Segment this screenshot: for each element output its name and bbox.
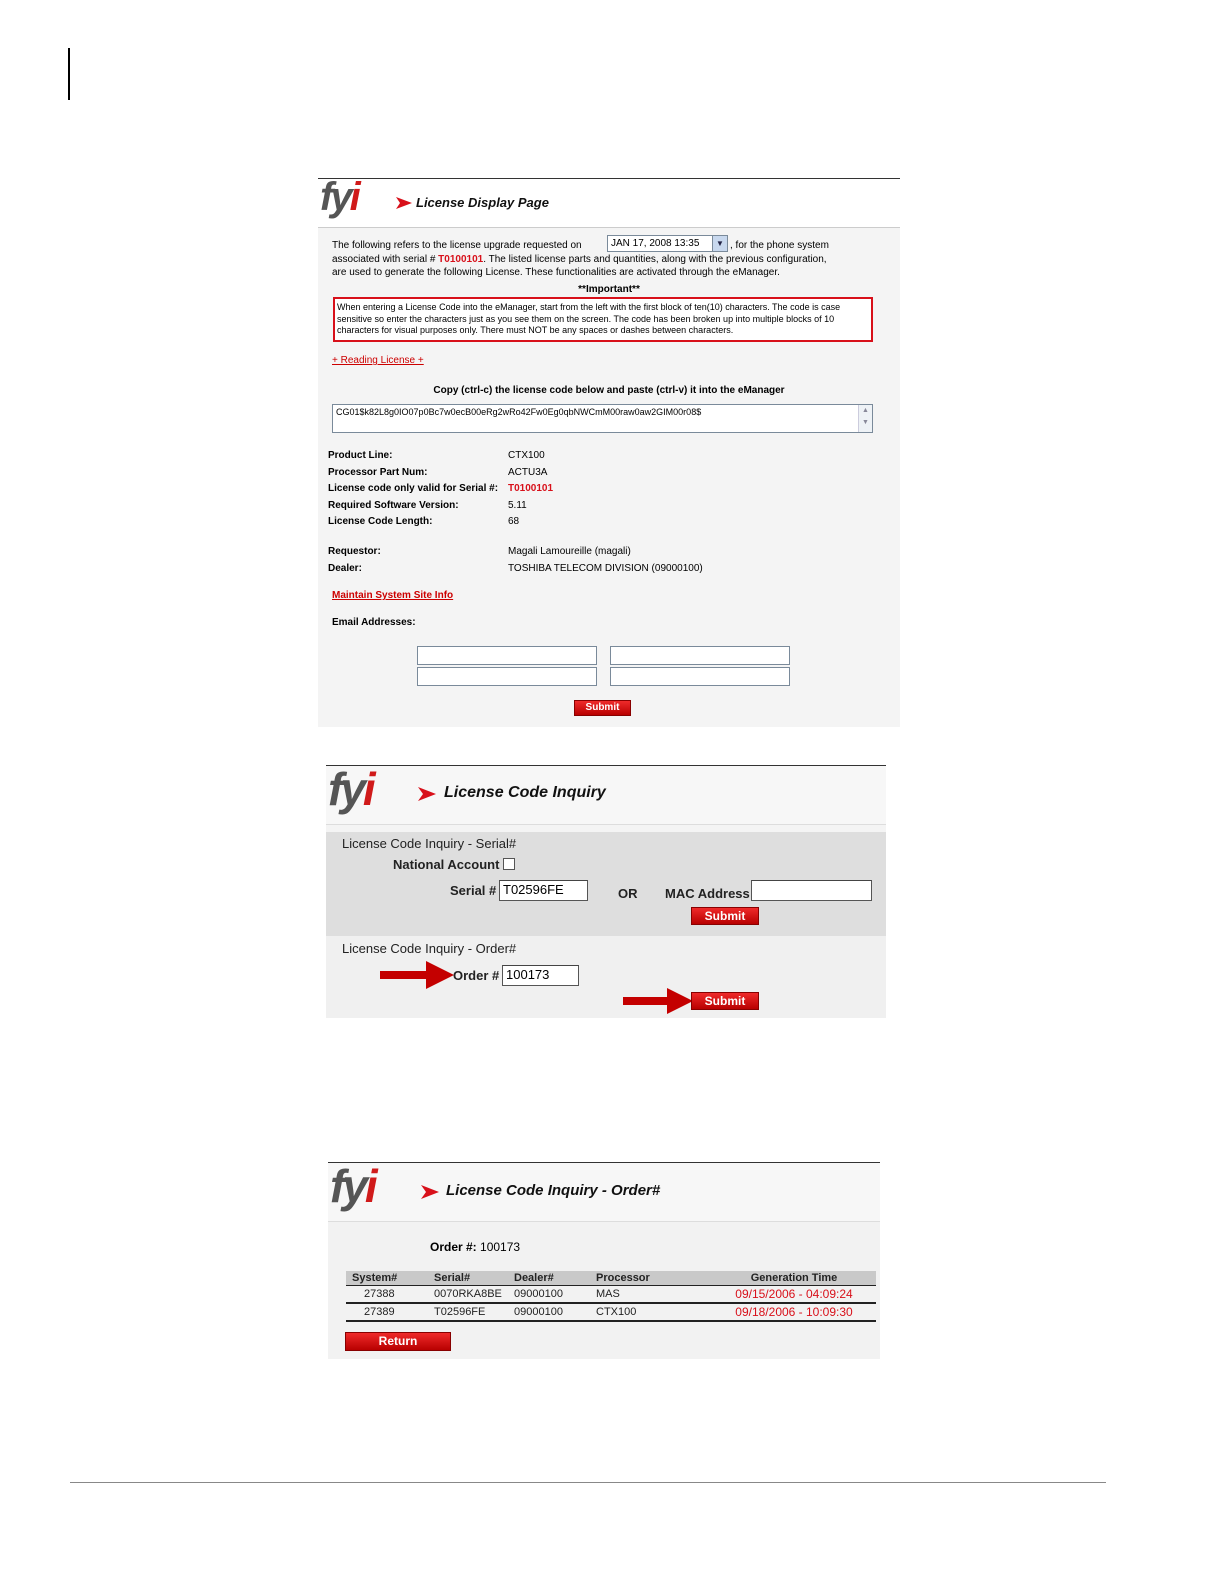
product-line-label: Product Line:: [328, 450, 393, 461]
order-label: Order #: [453, 968, 500, 983]
scrollbar[interactable]: [858, 405, 872, 432]
software-version-label: Required Software Version:: [328, 500, 459, 511]
red-arrow-icon: [421, 1185, 439, 1199]
results-table: [346, 1271, 876, 1322]
scroll-up-icon[interactable]: ▲: [862, 407, 869, 414]
order-number: Order #: 100173: [430, 1240, 521, 1254]
serial-section-heading: License Code Inquiry - Serial#: [342, 836, 517, 851]
fyi-logo: fyi: [320, 178, 358, 219]
dealer-cell: 09000100: [508, 1303, 590, 1321]
page-header: [328, 1163, 880, 1222]
email-field-3[interactable]: [417, 667, 597, 686]
serial-input[interactable]: T02596FE: [499, 880, 588, 901]
license-inquiry-screenshot: [326, 765, 886, 1018]
generation-time-link[interactable]: 09/18/2006 - 10:09:30: [712, 1303, 876, 1321]
submit-order-button[interactable]: Submit: [691, 992, 759, 1010]
important-heading: **Important**: [578, 284, 640, 295]
footer-rule: [70, 1482, 1106, 1483]
requestor-label: Requestor:: [328, 546, 381, 557]
dealer-value: TOSHIBA TELECOM DIVISION (09000100): [508, 563, 703, 574]
serial-cell: T02596FE: [428, 1303, 508, 1321]
email-field-2[interactable]: [610, 646, 790, 665]
return-button[interactable]: Return: [345, 1332, 451, 1351]
mac-address-input[interactable]: [751, 880, 872, 901]
intro-line-3: are used to generate the following License. These functionalities are activated through the eManager.: [332, 267, 780, 278]
valid-serial-value: T0100101: [508, 483, 554, 494]
order-input[interactable]: 100173: [502, 965, 579, 986]
scroll-down-icon[interactable]: ▼: [862, 419, 869, 426]
submit-button[interactable]: Submit: [574, 700, 631, 716]
page-title: License Display Page: [416, 195, 549, 210]
column-header: Dealer#: [508, 1271, 590, 1286]
submit-serial-button[interactable]: Submit: [691, 907, 759, 925]
or-label: OR: [618, 886, 638, 901]
maintain-site-info-link[interactable]: Maintain System Site Info: [332, 590, 454, 601]
email-field-4[interactable]: [610, 667, 790, 686]
page-header: [326, 766, 886, 825]
column-header: Processor: [590, 1271, 712, 1286]
copy-instruction: Copy (ctrl-c) the license code below and paste (ctrl-v) it into the eManager: [433, 385, 785, 396]
national-account-label: National Account: [393, 857, 500, 872]
code-length-value: 68: [508, 516, 520, 527]
page-title: License Code Inquiry - Order#: [446, 1182, 661, 1199]
system-cell: 27389: [346, 1303, 428, 1321]
software-version-value: 5.11: [508, 500, 527, 511]
generation-time-link[interactable]: 09/15/2006 - 04:09:24: [712, 1286, 876, 1304]
column-header: Generation Time: [712, 1271, 876, 1286]
serial-cell: 0070RKA8BE: [428, 1286, 508, 1304]
processor-cell: MAS: [590, 1286, 712, 1304]
mac-address-label: MAC Address: [665, 886, 750, 901]
table-header-row: [346, 1271, 876, 1286]
valid-serial-label: License code only valid for Serial #:: [328, 483, 499, 494]
license-display-screenshot: [318, 178, 900, 727]
processor-cell: CTX100: [590, 1303, 712, 1321]
intro-line-1: The following refers to the license upgrade requested on: [332, 240, 582, 251]
intro-line-2: associated with serial # T0100101. The listed license parts and quantities, along with the previous configuration,: [332, 254, 827, 265]
serial-label: Serial #: [450, 883, 497, 898]
margin-bar: [68, 48, 70, 100]
intro-line-1-end: , for the phone system: [730, 240, 829, 251]
date-select[interactable]: JAN 17, 2008 13:35 ▼: [607, 235, 728, 252]
system-cell: 27388: [346, 1286, 428, 1304]
table-row[interactable]: [346, 1303, 876, 1321]
email-field-1[interactable]: [417, 646, 597, 665]
dealer-cell: 09000100: [508, 1286, 590, 1304]
requestor-value: Magali Lamoureille (magali): [508, 546, 631, 557]
chevron-down-icon[interactable]: ▼: [712, 236, 727, 251]
pointer-arrow-icon: [380, 961, 454, 989]
dealer-label: Dealer:: [328, 563, 362, 574]
order-section-heading: License Code Inquiry - Order#: [342, 941, 517, 956]
serial-highlight: T0100101: [438, 254, 484, 265]
fyi-logo: fyi: [330, 1162, 375, 1212]
pointer-arrow-icon: [623, 988, 693, 1014]
column-header: System#: [346, 1271, 428, 1286]
processor-part-label: Processor Part Num:: [328, 467, 428, 478]
national-account-checkbox[interactable]: [503, 858, 515, 870]
important-box: When entering a License Code into the eManager, start from the left with the first block of ten(10) characters. The code is case sensitive so enter the characters just as you see them on the screen. The code has been broken up into multiple blocks of 10 characters for visual purposes only. There must NOT be any spaces or dashes between characters.: [333, 297, 873, 342]
page-title: License Code Inquiry: [444, 784, 606, 801]
table-row[interactable]: [346, 1286, 876, 1304]
product-line-value: CTX100: [508, 450, 545, 461]
processor-part-value: ACTU3A: [508, 467, 548, 478]
red-arrow-icon: [418, 787, 436, 801]
red-arrow-icon: [396, 197, 412, 209]
column-header: Serial#: [428, 1271, 508, 1286]
order-results-screenshot: [328, 1162, 880, 1359]
page-header: [318, 179, 900, 228]
reading-license-link[interactable]: + Reading License +: [332, 355, 424, 366]
license-code-textarea[interactable]: CG01$k82L8g0IO07p0Bc7w0ecB00eRg2wRo42Fw0Eg0qbNWCmM00raw0aw2GIM00r08$ ▲ ▼: [332, 404, 873, 433]
fyi-logo: fyi: [328, 765, 373, 815]
code-length-label: License Code Length:: [328, 516, 433, 527]
email-addresses-label: Email Addresses:: [332, 617, 416, 628]
